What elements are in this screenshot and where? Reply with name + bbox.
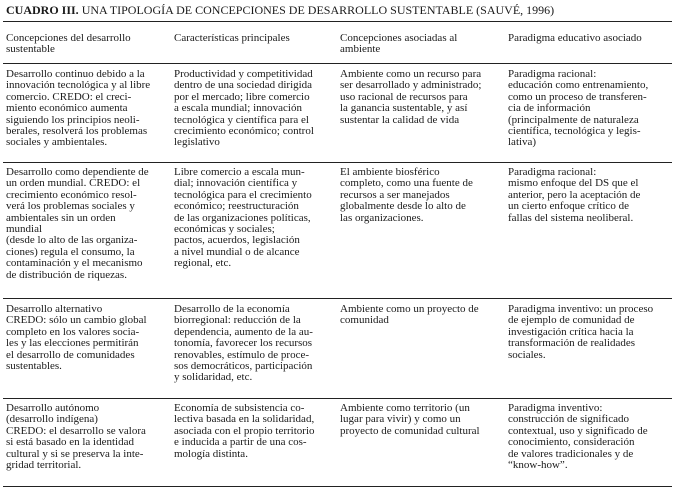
header-col-1: Concepciones del desarrollo sustentable bbox=[6, 32, 131, 56]
rule-header bbox=[3, 63, 672, 64]
rule-row-2 bbox=[3, 298, 672, 299]
row-2-caracteristicas: Libre comercio a escala mun- dial; innovación científica y tecnológica para el crecimiento económico; reestructuración de las organizaciones políticas, económicas y sociales; pactos, acuerdos, legislación a nivel mundial o de alcance regional, etc. bbox=[174, 166, 312, 270]
rule-row-1 bbox=[3, 162, 672, 163]
row-3-paradigma: Paradigma inventivo: un proceso de ejemplo de comunidad de investigación crítica hacia la transformación de realidades sociales. bbox=[508, 303, 654, 361]
row-1-ambiente: Ambiente como un recurso para ser desarrollado y administrado; uso racional de recursos para la ganancia sustentable, y así sustentar la calidad de vida bbox=[340, 68, 482, 126]
header-col-4: Paradigma educativo asociado bbox=[508, 32, 642, 44]
table-title-text: UNA TIPOLOGÍA DE CONCEPCIONES DE DESARROLLO SUSTENTABLE (SAUVÉ, 1996) bbox=[81, 3, 555, 17]
row-1-concepcion: Desarrollo continuo debido a la innovación tecnológica y al libre comercio. CREDO: el creci- miento económico aumenta siguiendo los principios neoli- berales, resolverá los problemas sociales y ambientales. bbox=[6, 68, 151, 149]
table-title bbox=[6, 3, 554, 18]
table-label: CUADRO III. bbox=[6, 3, 79, 17]
row-4-ambiente: Ambiente como territorio (un lugar para vivir) y como un proyecto de comunidad cultural bbox=[340, 402, 480, 437]
row-2-concepcion: Desarrollo como dependiente de un orden mundial. CREDO: el crecimiento económico resol- verá los problemas sociales y ambientales sin un orden mundial (desde lo alto de las organiza- ciones) regula el consumo, la contaminación y el mecanismo de distribución de riquezas. bbox=[6, 166, 149, 281]
row-3-ambiente: Ambiente como un proyecto de comunidad bbox=[340, 303, 479, 327]
rule-row-3 bbox=[3, 398, 672, 399]
row-3-caracteristicas: Desarrollo de la economía biorregional: reducción de la dependencia, aumento de la au- tonomía, favorecer los recursos renovables, estímulo de proce- sos democráticos, participación y solidaridad, etc. bbox=[174, 303, 313, 384]
row-4-paradigma: Paradigma inventivo: construcción de significado contextual, uso y significado de conocimiento, consideración de valores tradicionales y de “know-how”. bbox=[508, 402, 648, 472]
rule-top bbox=[3, 21, 672, 22]
header-col-2: Características principales bbox=[174, 32, 290, 44]
rule-bottom bbox=[3, 486, 672, 487]
row-1-caracteristicas: Productividad y competitividad dentro de una sociedad dirigida por el mercado; libre comercio a escala mundial; innovación tecnológica y científica para el crecimiento económico; control legislativo bbox=[174, 68, 314, 149]
row-1-paradigma: Paradigma racional: educación como entrenamiento, como un proceso de transferen- cia de información (principalmente de naturaleza científica, tecnológica y legis- lativa) bbox=[508, 68, 649, 149]
row-2-paradigma: Paradigma racional: mismo enfoque del DS que el anterior, pero la aceptación de un cierto enfoque crítico de fallas del sistema neoliberal. bbox=[508, 166, 641, 224]
header-col-3: Concepciones asociadas al ambiente bbox=[340, 32, 458, 56]
row-4-concepcion: Desarrollo autónomo (desarrollo indígena) CREDO: el desarrollo se valora si está basado en la identidad cultural y si se preserva la inte- gridad territorial. bbox=[6, 402, 146, 472]
row-2-ambiente: El ambiente biosférico completo, como una fuente de recursos a ser manejados globalmente desde lo alto de las organizaciones. bbox=[340, 166, 473, 224]
row-3-concepcion: Desarrollo alternativo CREDO: sólo un cambio global completo en los valores socia- les y las elecciones permitirán el desarrollo de comunidades sustentables. bbox=[6, 303, 147, 373]
row-4-caracteristicas: Economía de subsistencia co- lectiva basada en la solidaridad, asociada con el propio territorio e inducida a partir de una cos- mología distinta. bbox=[174, 402, 315, 460]
